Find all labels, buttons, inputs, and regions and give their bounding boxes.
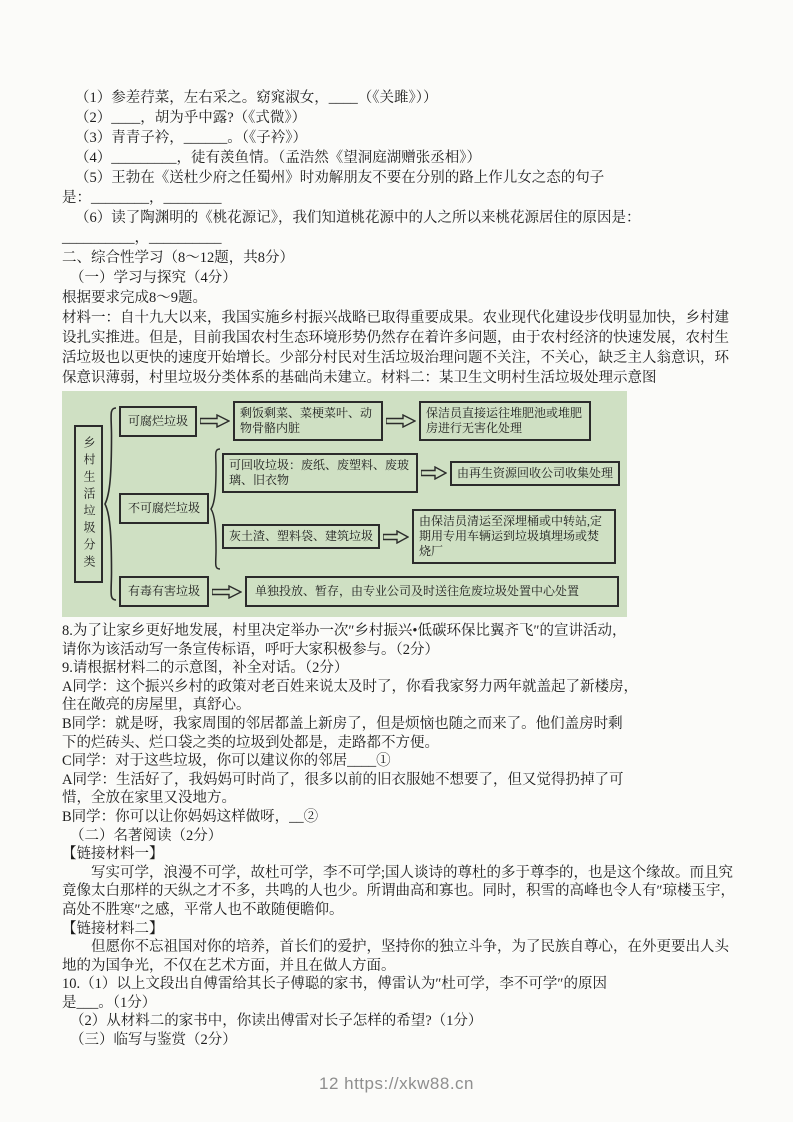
arrow-right-icon <box>386 414 416 428</box>
section-subheading: （二）名著阅读（2分） <box>70 827 223 844</box>
question-line: 是___。（1分） <box>62 994 157 1011</box>
questions-section <box>62 622 741 1050</box>
arrow-right-icon <box>421 466 447 480</box>
dialogue-line: A同学：生活好了，我妈妈可时尚了，很多以前的旧衣服她不想要了，但又觉得扔掉了可 <box>62 771 624 788</box>
recitation-line: （2）____，胡为乎中露?（《式微》） <box>75 110 307 126</box>
material1-line: 材料一：自十九大以来，我国实施乡村振兴战略已取得重要成果。农业现代化建设步伐明显加快，乡村建 <box>62 310 729 326</box>
page-footer-watermark: 12 https://xkw88.cn <box>318 1074 475 1093</box>
material-text-line: 但愿你不忘祖国对你的培养，首长们的爱护，坚持你的独立斗争，为了民族自尊心，在外更要出人头 <box>91 939 729 956</box>
material-text-line: 写实可学，浪漫不可学，故杜可学，李不可学;国人谈诗的尊杜的多于尊李的，也是这个缘故。而且究 <box>91 864 734 881</box>
category-box: 不可腐烂垃圾 <box>119 493 209 524</box>
dialogue-line: B同学：你可以让你妈妈这样做呀，__② <box>62 808 319 825</box>
dialogue-line: B同学：就是呀，我家周围的邻居都盖上新房了，但是烦恼也随之而来了。他们盖房时剩 <box>62 715 623 732</box>
material-text-line: 竟像太白那样的天纵之才不多，共鸣的人也少。所谓曲高和寡也。同时，积雪的高峰也令人有″琼楼玉宇， <box>62 883 736 900</box>
dialogue-line: C同学：对于这些垃圾，你可以建议你的邻居____① <box>62 753 391 770</box>
recitation-line: （6）读了陶渊明的《桃花源记》，我们知道桃花源中的人之所以来桃花源居住的原因是： <box>75 210 641 226</box>
question-line: 9.请根据材料二的示意图，补全对话。（2分） <box>62 660 349 677</box>
category-box: 可腐烂垃圾 <box>119 406 197 437</box>
items-box: 剩饭剩菜、菜梗菜叶、动物骨骼内脏 <box>233 401 383 441</box>
section-subheading: （一）学习与探究（4分） <box>70 270 237 286</box>
treatment-box: 单独投放、暂存，由专业公司及时送往危废垃圾处置中心处置 <box>245 576 619 607</box>
diagram-row-noncompostable <box>119 447 621 571</box>
diagram-row-compostable <box>119 401 621 441</box>
diagram-row-toxic <box>119 576 621 607</box>
material1-line: 设扎实推进。但是，目前我国农村生态环境形势仍然存在着许多问题，由于农村经济的快速发展，农村生 <box>62 330 729 346</box>
section-heading: 二、综合性学习（8～12题，共8分） <box>62 250 294 266</box>
noncompostable-subrows <box>222 453 621 564</box>
items-box: 灰土渣、塑料袋、建筑垃圾 <box>222 524 380 549</box>
recitation-line: （5）王勃在《送杜少府之任蜀州》时劝解朋友不要在分别的路上作儿女之态的句子 <box>75 170 605 186</box>
waste-sorting-diagram <box>62 391 627 617</box>
treatment-box: 保洁员直接运往堆肥池或堆肥房进行无害化处理 <box>419 401 591 441</box>
arrow-right-icon <box>383 530 409 544</box>
question-line: 10.（1）以上文段出自傅雷给其长子傅聪的家书，傅雷认为″杜可学，李不可学″的原因 <box>62 976 607 993</box>
dialogue-line: A同学：这个振兴乡村的政策对老百姓来说太及时了，你看我家努力两年就盖起了新楼房， <box>62 678 638 695</box>
recitation-section <box>62 88 741 248</box>
material1-line: 活垃圾也以更快的速度开始增长。少部分村民对生活垃圾治理问题不关注，不关心，缺乏主人翁意识，环 <box>62 350 729 366</box>
arrow-right-icon <box>200 414 230 428</box>
left-brace <box>103 406 119 602</box>
diagram-rows <box>119 401 621 607</box>
dialogue-line: 惜，全放在家里又没地方。 <box>62 790 236 807</box>
arrow-right-icon <box>212 585 242 599</box>
material-text-line: 高处不胜寒″之感，平常人也不敢随便瞻仰。 <box>62 901 344 918</box>
question-line: 请你为该活动写一条宣传标语，呼吁大家积极参与。（2分） <box>62 641 439 658</box>
section-instruction: 根据要求完成8～9题。 <box>62 290 207 306</box>
question-line: 8.为了让家乡更好地发展，村里决定举办一次″乡村振兴•低碳环保比翼齐飞″的宣讲活动， <box>62 623 627 639</box>
category-box: 有毒有害垃圾 <box>119 576 209 607</box>
diagram-root-label: 乡村生活垃圾分类 <box>74 425 103 583</box>
dialogue-line: 下的烂砖头、烂口袋之类的垃圾到处都是，走路都不方便。 <box>62 734 439 751</box>
material-label: 【链接材料二】 <box>62 920 164 937</box>
subrow-debris <box>222 509 621 564</box>
subrow-recyclable <box>222 453 621 493</box>
recitation-answer-line: 是：________，________ <box>62 190 222 206</box>
recitation-line: （1）参差荇菜，左右采之。窈窕淑女，____（《关雎》）） <box>75 90 438 106</box>
dialogue-line: 住在敞亮的房屋里，真舒心。 <box>62 697 251 714</box>
recitation-answer-line: __________，__________ <box>62 230 222 246</box>
material-text-line: 地的为国争光，不仅在艺术方面，并且在做人方面。 <box>62 957 396 974</box>
material-label: 【链接材料一】 <box>62 846 164 863</box>
items-box: 可回收垃圾：废纸、废塑料、废玻璃、旧衣物 <box>222 453 418 493</box>
inner-brace <box>209 447 222 571</box>
question-line: （2）从材料二的家书中，你读出傅雷对长子怎样的希望?（1分） <box>70 1013 483 1030</box>
section2-header <box>62 248 741 388</box>
treatment-box: 由保洁员清运至深埋桶或中转站,定期用专用车辆运到垃圾填埋场或焚烧厂 <box>412 509 616 564</box>
treatment-box: 由再生资源回收公司收集处理 <box>450 461 620 486</box>
recitation-line: （3）青青子衿，______。（《子衿》） <box>75 130 307 146</box>
recitation-line: （4）_________，徒有羡鱼情。（孟浩然《望洞庭湖赠张丞相》） <box>75 150 481 166</box>
section-subheading: （三）临写与鉴赏（2分） <box>70 1032 237 1049</box>
material1-line: 保意识薄弱，村里垃圾分类体系的基础尚未建立。材料二：某卫生文明村生活垃圾处理示意图 <box>62 370 657 386</box>
